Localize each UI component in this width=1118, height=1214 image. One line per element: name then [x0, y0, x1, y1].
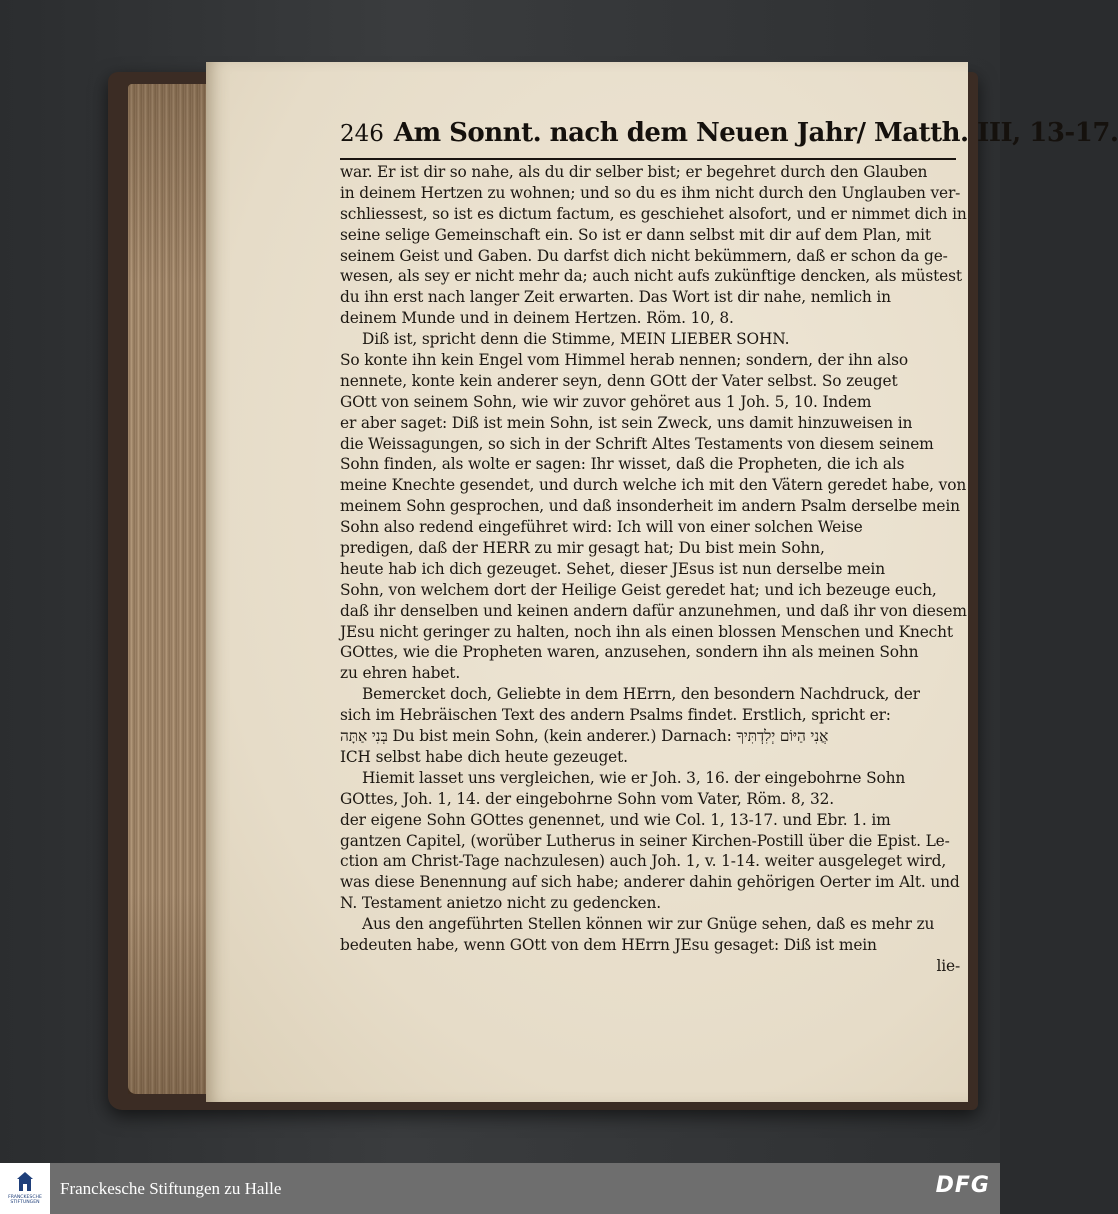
logo-text-line-1: FRANCKESCHE [8, 1195, 42, 1200]
page-header [340, 118, 1118, 162]
text-line: der eigene Sohn GOttes genennet, und wie Col. 1, 13-17. und Ebr. 1. im [340, 810, 891, 829]
catchword: lie- [936, 956, 960, 975]
text-line: in deinem Hertzen zu wohnen; und so du es ihm nicht durch den Unglauben ver- [340, 183, 961, 202]
text-line: du ihn erst nach langer Zeit erwarten. Das Wort ist dir nahe, nemlich in [340, 288, 891, 307]
building-icon [15, 1172, 35, 1194]
text-line: JEsu nicht geringer zu halten, noch ihn als einen blossen Menschen und Knecht [340, 622, 953, 641]
text-line: gantzen Capitel, (worüber Lutherus in seiner Kirchen-Postill über die Epist. Le- [340, 831, 950, 850]
viewer-footer [0, 1163, 1000, 1214]
text-line: zu ehren habet. [340, 664, 461, 683]
text-line: bedeuten habe, wenn GOtt von dem HErrn JEsu gesaget: Diß ist mein [340, 935, 877, 954]
text-line: Bemercket doch, Geliebte in dem HErrn, den besondern Nachdruck, der [362, 685, 920, 704]
text-line: ICH selbst habe dich heute gezeuget. [340, 747, 628, 766]
text-line: seine selige Gemeinschaft ein. So ist er dann selbst mit dir auf dem Plan, mit [340, 225, 931, 244]
text-line: meine Knechte gesendet, und durch welche ich mit den Vätern geredet habe, von [340, 476, 967, 495]
text-line: Sohn finden, als wolte er sagen: Ihr wisset, daß die Propheten, die ich als [340, 455, 905, 474]
header-rule [340, 158, 956, 160]
text-line: GOttes, wie die Propheten waren, anzusehen, sondern ihn als meinen Sohn [340, 643, 919, 662]
text-line: seinem Geist und Gaben. Du darfst dich nicht bekümmern, daß er schon da ge- [340, 246, 948, 265]
text-line: Aus den angeführten Stellen können wir zur Gnüge sehen, daß es mehr zu [362, 915, 935, 934]
text-line: meinem Sohn gesprochen, und daß insonderheit im andern Psalm derselbe mein [340, 497, 960, 516]
body-text [340, 162, 967, 977]
text-line: nennete, konte kein anderer seyn, denn GOtt der Vater selbst. So zeuget [340, 371, 898, 390]
text-line: die Weissagungen, so sich in der Schrift Altes Testaments von diesem seinem [340, 434, 934, 453]
text-line: er aber saget: Diß ist mein Sohn, ist sein Zweck, uns damit hinzuweisen in [340, 413, 913, 432]
text-line: war. Er ist dir so nahe, als du dir selber bist; er begehret durch den Glauben [340, 163, 928, 181]
text-line: ction am Christ-Tage nachzulesen) auch Joh. 1, v. 1-14. weiter ausgeleget wird, [340, 852, 947, 871]
text-line: GOttes, Joh. 1, 14. der eingebohrne Sohn vom Vater, Röm. 8, 32. [340, 789, 834, 808]
text-line: sich im Hebräischen Text des andern Psalms findet. Erstlich, spricht er: [340, 706, 891, 725]
text-line: N. Testament anietzo nicht zu gedencken. [340, 894, 662, 913]
institution-name[interactable]: Franckesche Stiftungen zu Halle [60, 1178, 282, 1198]
text-line: wesen, als sey er nicht mehr da; auch nicht aufs zukünftige dencken, als müstest [340, 267, 962, 286]
text-line: Hiemit lasset uns vergleichen, wie er Joh. 3, 16. der eingebohrne Sohn [362, 768, 906, 787]
logo-text [8, 1195, 42, 1205]
franckesche-logo[interactable] [0, 1163, 50, 1214]
text-line: deinem Munde und in deinem Hertzen. Röm. 10, 8. [340, 309, 734, 328]
text-line: schliessest, so ist es dictum factum, es geschiehet alsofort, und er nimmet dich in [340, 204, 967, 223]
text-line: Sohn, von welchem dort der Heilige Geist geredet hat; und ich bezeuge euch, [340, 580, 937, 599]
page-number: 246 [340, 121, 384, 147]
text-line: Sohn also redend eingeführet wird: Ich will von einer solchen Weise [340, 518, 863, 537]
text-line: was diese Benennung auf sich habe; anderer dahin gehörigen Oerter im Alt. und [340, 873, 960, 892]
text-line: predigen, daß der HERR zu mir gesagt hat; Du bist mein Sohn, [340, 539, 825, 558]
logo-text-line-2: STIFTUNGEN [10, 1200, 40, 1205]
text-line: daß ihr denselben und keinen andern dafür anzunehmen, und daß ihr von diesem [340, 601, 967, 620]
text-line: בְּנִי אַתָּה Du bist mein Sohn, (kein anderer.) Darnach: אֲנִי הַיּוֹם יְלִדְתִּיךָ [340, 727, 829, 746]
text-line: GOtt von seinem Sohn, wie wir zuvor gehöret aus 1 Joh. 5, 10. Indem [340, 392, 872, 411]
text-line: So konte ihn kein Engel vom Himmel herab nennen; sondern, der ihn also [340, 351, 908, 370]
text-line: heute hab ich dich gezeuget. Sehet, dieser JEsus ist nun derselbe mein [340, 559, 885, 578]
dfg-logo[interactable]: DFG [935, 1173, 990, 1198]
running-head: Am Sonnt. nach dem Neuen Jahr/ Matth. III, 13-17. [393, 118, 1118, 148]
text-line: Diß ist, spricht denn die Stimme, MEIN LIEBER SOHN. [362, 330, 790, 349]
